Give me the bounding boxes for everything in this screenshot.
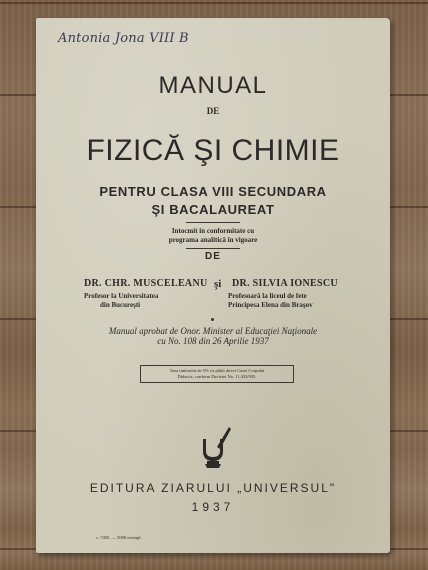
authors-conjunction: şi bbox=[214, 278, 222, 290]
tax-notice-line-1: Taxa timbrului de 5% s'a plătit direct Casei Corpului bbox=[169, 368, 265, 373]
print-run-note: c. 7495. — 5000 exempl. bbox=[96, 535, 142, 540]
subtitle-line-2: ŞI BACALAUREAT bbox=[151, 202, 275, 217]
tax-stamp-notice bbox=[140, 365, 294, 383]
universul-publisher-logo-icon bbox=[193, 421, 233, 469]
conformity-note-line-2: programa analitică în vigoare bbox=[168, 236, 258, 244]
approval-line-1: Manual aprobat de Onor. Minister al Educaţiei Naţionale bbox=[108, 326, 318, 336]
approval-line-2: cu No. 108 din 26 Aprilie 1937 bbox=[157, 336, 269, 346]
page-title: FIZICĂ ŞI CHIMIE bbox=[86, 134, 340, 167]
conformity-note-line-1: Intocmit in conformitate cu bbox=[171, 227, 255, 235]
bullet-dot bbox=[211, 318, 214, 321]
handwritten-owner-note: Antonia Jona VIII B bbox=[58, 31, 189, 46]
title-de: DE bbox=[206, 106, 220, 116]
subtitle-line-1: PENTRU CLASA VIII SECUNDARA bbox=[99, 184, 327, 199]
publication-year: 1937 bbox=[191, 500, 235, 514]
publisher-name: EDITURA ZIARULUI „UNIVERSUL" bbox=[89, 481, 337, 495]
title-manual: MANUAL bbox=[158, 72, 268, 99]
divider-rule bbox=[186, 222, 240, 223]
author-1-affiliation-line-1: Profesor la Universitatea bbox=[84, 292, 159, 300]
authors-de: DE bbox=[205, 251, 221, 262]
author-1-affiliation-line-2: din Bucureşti bbox=[100, 301, 141, 309]
tax-notice-line-2: Didactic, conform Deciziei No. 11.433/935. bbox=[177, 374, 257, 379]
book-cover bbox=[36, 18, 390, 553]
author-2-name: DR. SILVIA IONESCU bbox=[232, 278, 338, 289]
divider-rule bbox=[186, 248, 240, 249]
author-2-affiliation-line-2: Principesa Elena din Braşov bbox=[228, 301, 313, 309]
author-1-name: DR. CHR. MUSCELEANU bbox=[84, 278, 208, 289]
author-2-affiliation-line-1: Profesoară la liceul de fete bbox=[228, 292, 307, 300]
